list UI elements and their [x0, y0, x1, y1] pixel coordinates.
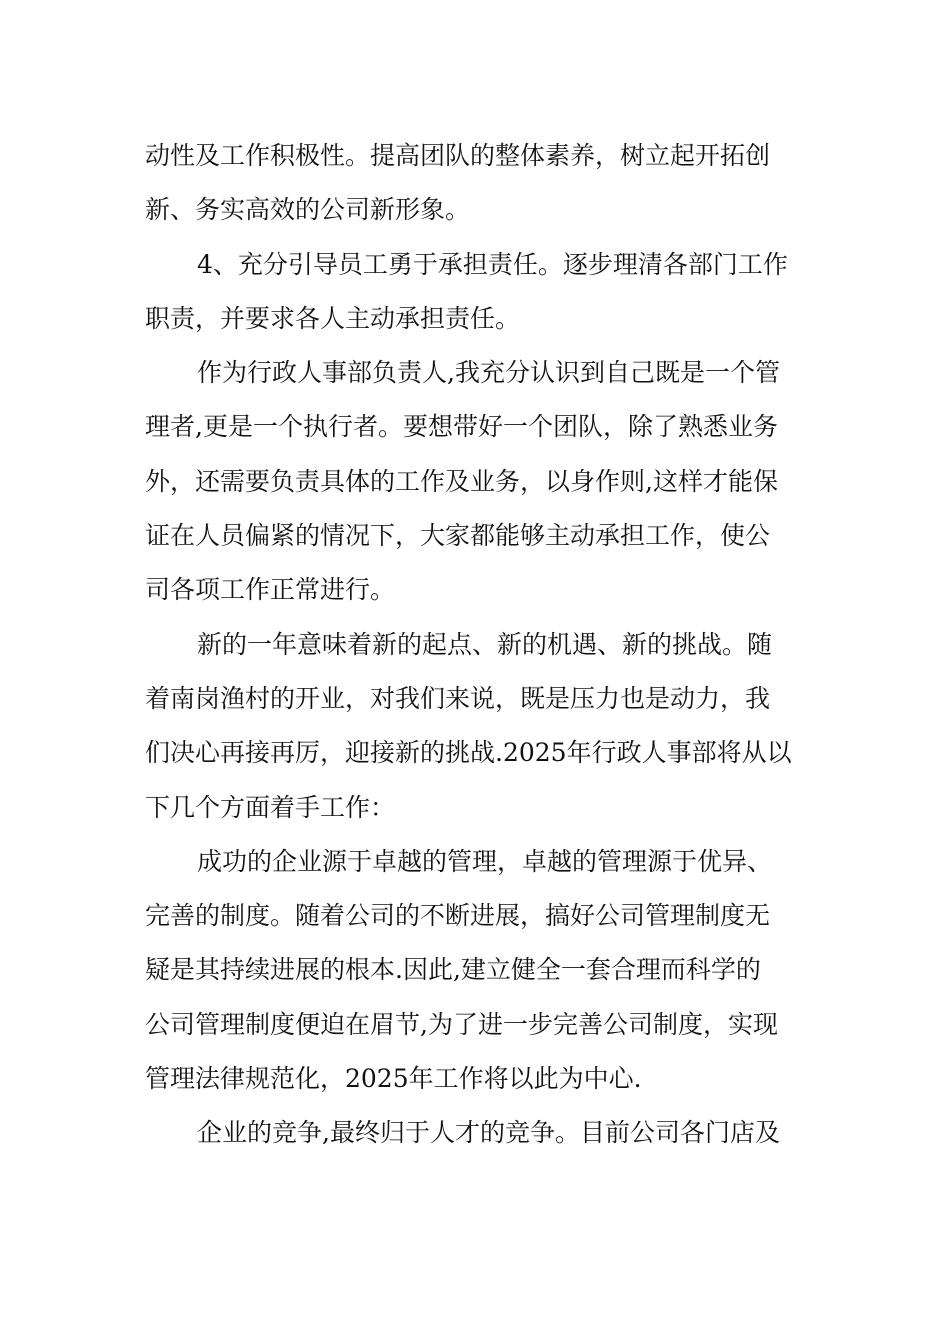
text-line: 疑是其持续进展的根本.因此,建立健全一套合理而科学的: [145, 955, 761, 985]
text-line: 管理法律规范化，2025年工作将以此为中心.: [145, 1064, 642, 1094]
text-line: 新、务实高效的公司新形象。: [145, 195, 471, 225]
text-line: 新的一年意味着新的起点、新的机遇、新的挑战。随: [197, 629, 773, 659]
text-line: 们决心再接再厉，迎接新的挑战.2025年行政人事部将从以: [145, 738, 792, 768]
text-line: 成功的企业源于卓越的管理，卓越的管理源于优异、: [197, 846, 773, 876]
text-line: 着南岗渔村的开业，对我们来说，既是压力也是动力，我: [145, 683, 771, 713]
text-line: 企业的竞争,最终归于人才的竞争。目前公司各门店及: [197, 1118, 780, 1148]
text-line: 职责，并要求各人主动承担责任。: [145, 303, 521, 333]
body-text: [145, 129, 809, 1161]
text-line: 理者,更是一个执行者。要想带好一个团队，除了熟悉业务: [145, 412, 778, 442]
text-line: 外，还需要负责具体的工作及业务，以身作则,这样才能保: [145, 466, 778, 496]
text-line: 4、充分引导员工勇于承担责任。逐步理清各部门工作: [197, 249, 788, 279]
text-line: 司各项工作正常进行。: [145, 575, 396, 605]
text-line: 下几个方面着手工作：: [145, 792, 396, 822]
text-line: 动性及工作积极性。提高团队的整体素养，树立起开拓创: [145, 141, 771, 170]
text-line: 作为行政人事部负责人,我充分认识到自己既是一个管: [197, 358, 780, 388]
text-line: 公司管理制度便迫在眉节,为了进一步完善公司制度，实现: [145, 1009, 778, 1039]
text-line: 证在人员偏紧的情况下，大家都能够主动承担工作，使公: [145, 521, 771, 551]
text-line: 完善的制度。随着公司的不断进展，搞好公司管理制度无: [145, 901, 771, 931]
